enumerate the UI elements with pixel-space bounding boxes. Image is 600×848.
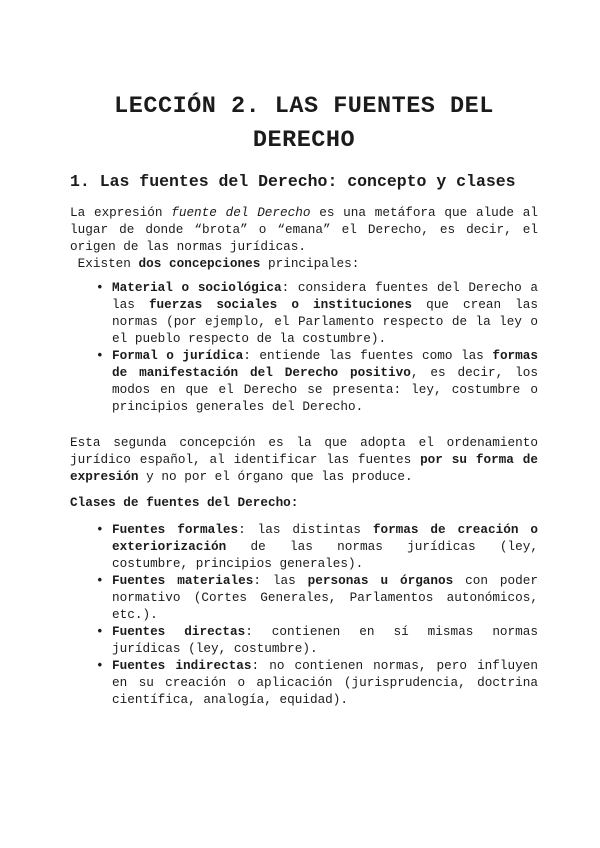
concepts-list [70, 279, 538, 415]
adoption-paragraph: Esta segunda concepción es la que adopta el ordenamiento jurídico español, al identificar las fuentes por su forma de expresión y no por el órgano que las produce. [70, 435, 538, 484]
classes-list [70, 521, 538, 708]
classes-heading: Clases de fuentes del Derecho: [70, 495, 299, 510]
section-heading: 1. Las fuentes del Derecho: concepto y clases [70, 172, 516, 191]
list-item-fuentes-directas: • Fuentes directas: contienen en sí mismas normas jurídicas (ley, costumbre). [70, 623, 538, 657]
list-item-fuentes-formales: • Fuentes formales: las distintas formas de creación o exteriorización de las normas jurídicas (ley, costumbre, principios generales). [70, 521, 538, 572]
list-item-fuentes-materiales: • Fuentes materiales: las personas u órganos con poder normativo (Cortes Generales, Parlamentos autonómicos, etc.). [70, 572, 538, 623]
document-title-line-2: DERECHO [252, 127, 356, 154]
list-item-fuentes-indirectas: • Fuentes indirectas: no contienen normas, pero influyen en su creación o aplicación (jurisprudencia, doctrina científica, analogía, equidad). [70, 657, 538, 708]
list-item-material-o-sociologica: • Material o sociológica: considera fuentes del Derecho a las fuerzas sociales o instituciones que crean las normas (por ejemplo, el Parlamento respecto de la ley o el pueblo respecto de la costumbre). [70, 279, 538, 347]
intro-paragraph: La expresión fuente del Derecho es una metáfora que alude al lugar de donde “brota” o “emana” el Derecho, es decir, el origen de las normas jurídicas. Existen dos concepciones principales: [70, 205, 538, 271]
document-title-line-1: LECCIÓN 2. LAS FUENTES DEL [114, 93, 494, 120]
document-content [70, 90, 538, 708]
list-item-formal-o-juridica: • Formal o jurídica: entiende las fuentes como las formas de manifestación del Derecho positivo, es decir, los modos en que el Derecho se presenta: ley, costumbre o principios generales del Derecho. [70, 347, 538, 415]
document-title [70, 90, 538, 158]
